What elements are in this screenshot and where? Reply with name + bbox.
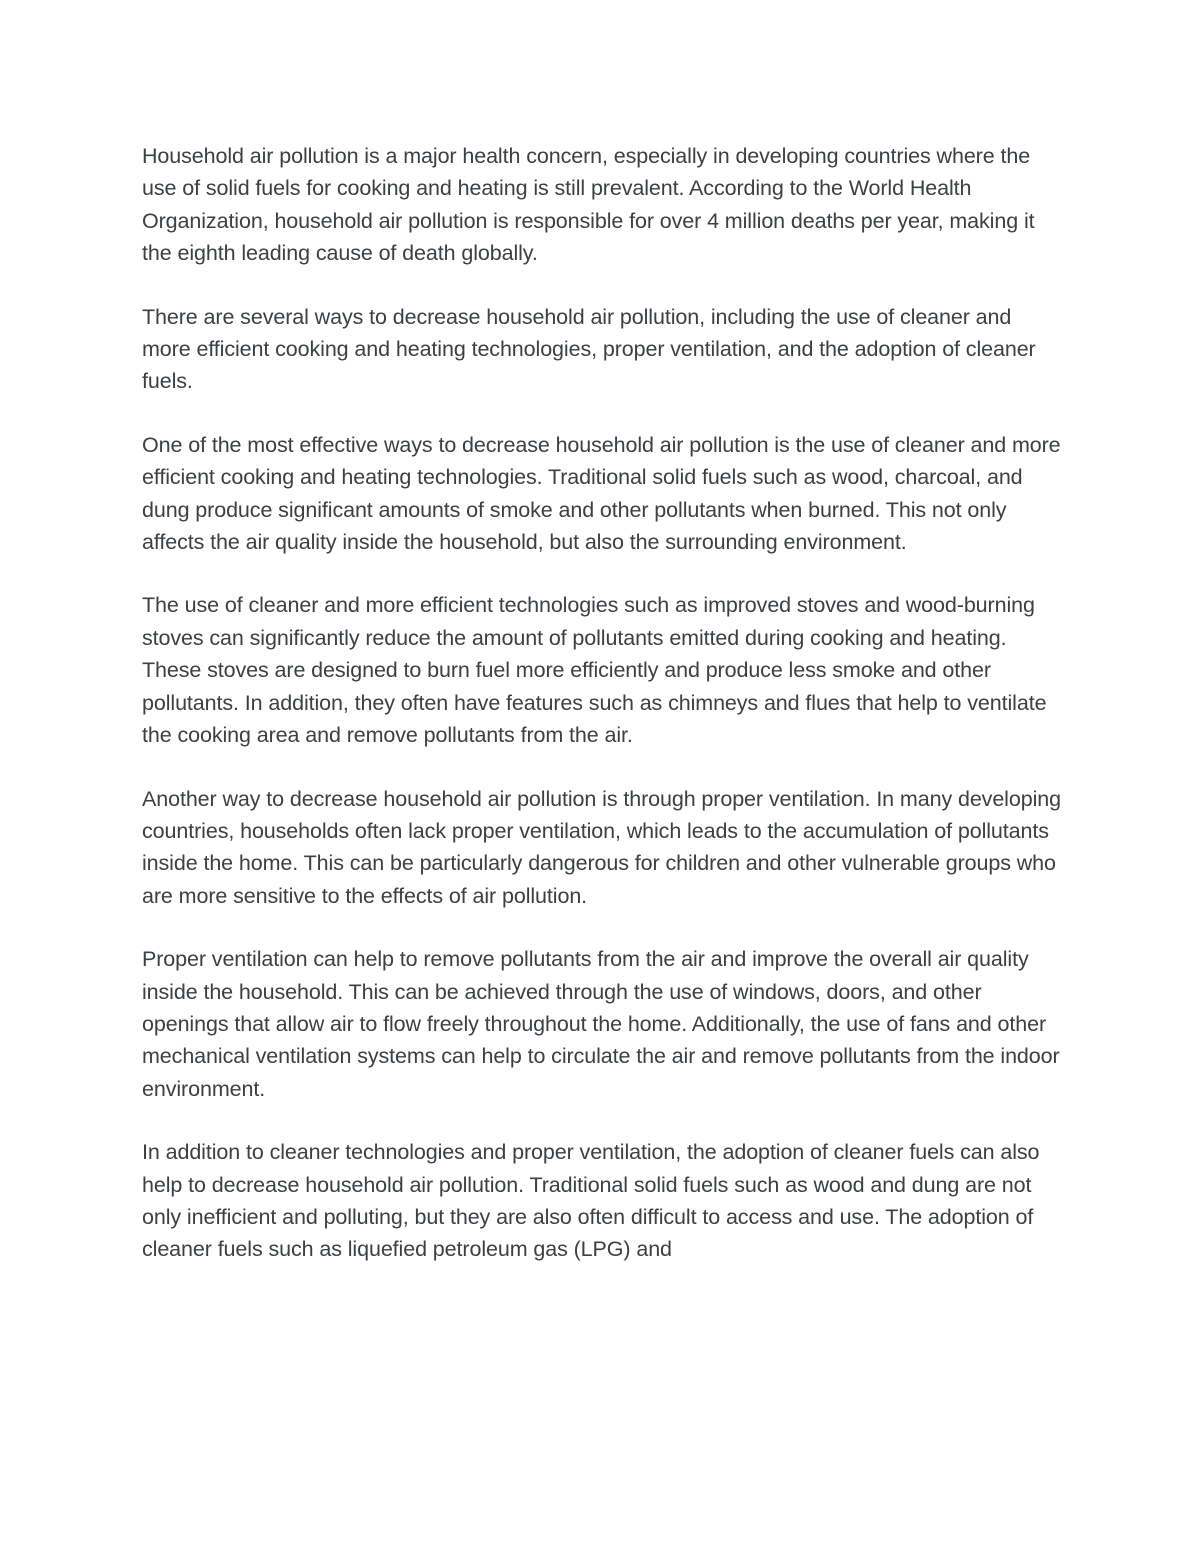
paragraph: Another way to decrease household air pollution is through proper ventilation. In many developing countries, households often lack proper ventilation, which leads to the accumulation of pollutants inside the home. This can be particularly dangerous for children and other vulnerable groups who are more sensitive to the effects of air pollution. [142, 786, 1061, 908]
paragraph: There are several ways to decrease household air pollution, including the use of cleaner and more efficient cooking and heating technologies, proper ventilation, and the adoption of cleaner fuels. [142, 304, 1036, 394]
paragraph: One of the most effective ways to decrease household air pollution is the use of cleaner and more efficient cooking and heating technologies. Traditional solid fuels such as wood, charcoal, and dung produce significant amounts of smoke and other pollutants when burned. This not only affects the air quality inside the household, but also the surrounding environment. [142, 432, 1061, 555]
document-body [142, 140, 1062, 1297]
paragraph: Proper ventilation can help to remove pollutants from the air and improve the overall air quality inside the household. This can be achieved through the use of windows, doors, and other openings that allow air to flow freely throughout the home. Additionally, the use of fans and other mechanical ventilation systems can help to circulate the air and remove pollutants from the indoor environment. [142, 947, 1060, 1101]
paragraph: The use of cleaner and more efficient technologies such as improved stoves and wood-burning stoves can significantly reduce the amount of pollutants emitted during cooking and heating. These stoves are designed to burn fuel more efficiently and produce less smoke and other pollutants. In addition, they often have features such as chimneys and flues that help to ventilate the cooking area and remove pollutants from the air. [142, 593, 1047, 748]
paragraph: In addition to cleaner technologies and proper ventilation, the adoption of cleaner fuels can also help to decrease household air pollution. Traditional solid fuels such as wood and dung are not only inefficient and polluting, but they are also often difficult to access and use. The adoption of cleaner fuels such as liquefied petroleum gas (LPG) and [142, 1140, 1040, 1262]
paragraph: Household air pollution is a major health concern, especially in developing countries where the use of solid fuels for cooking and heating is still prevalent. According to the World Health Organization, household air pollution is responsible for over 4 million deaths per year, making it the eighth leading cause of death globally. [142, 144, 1035, 266]
